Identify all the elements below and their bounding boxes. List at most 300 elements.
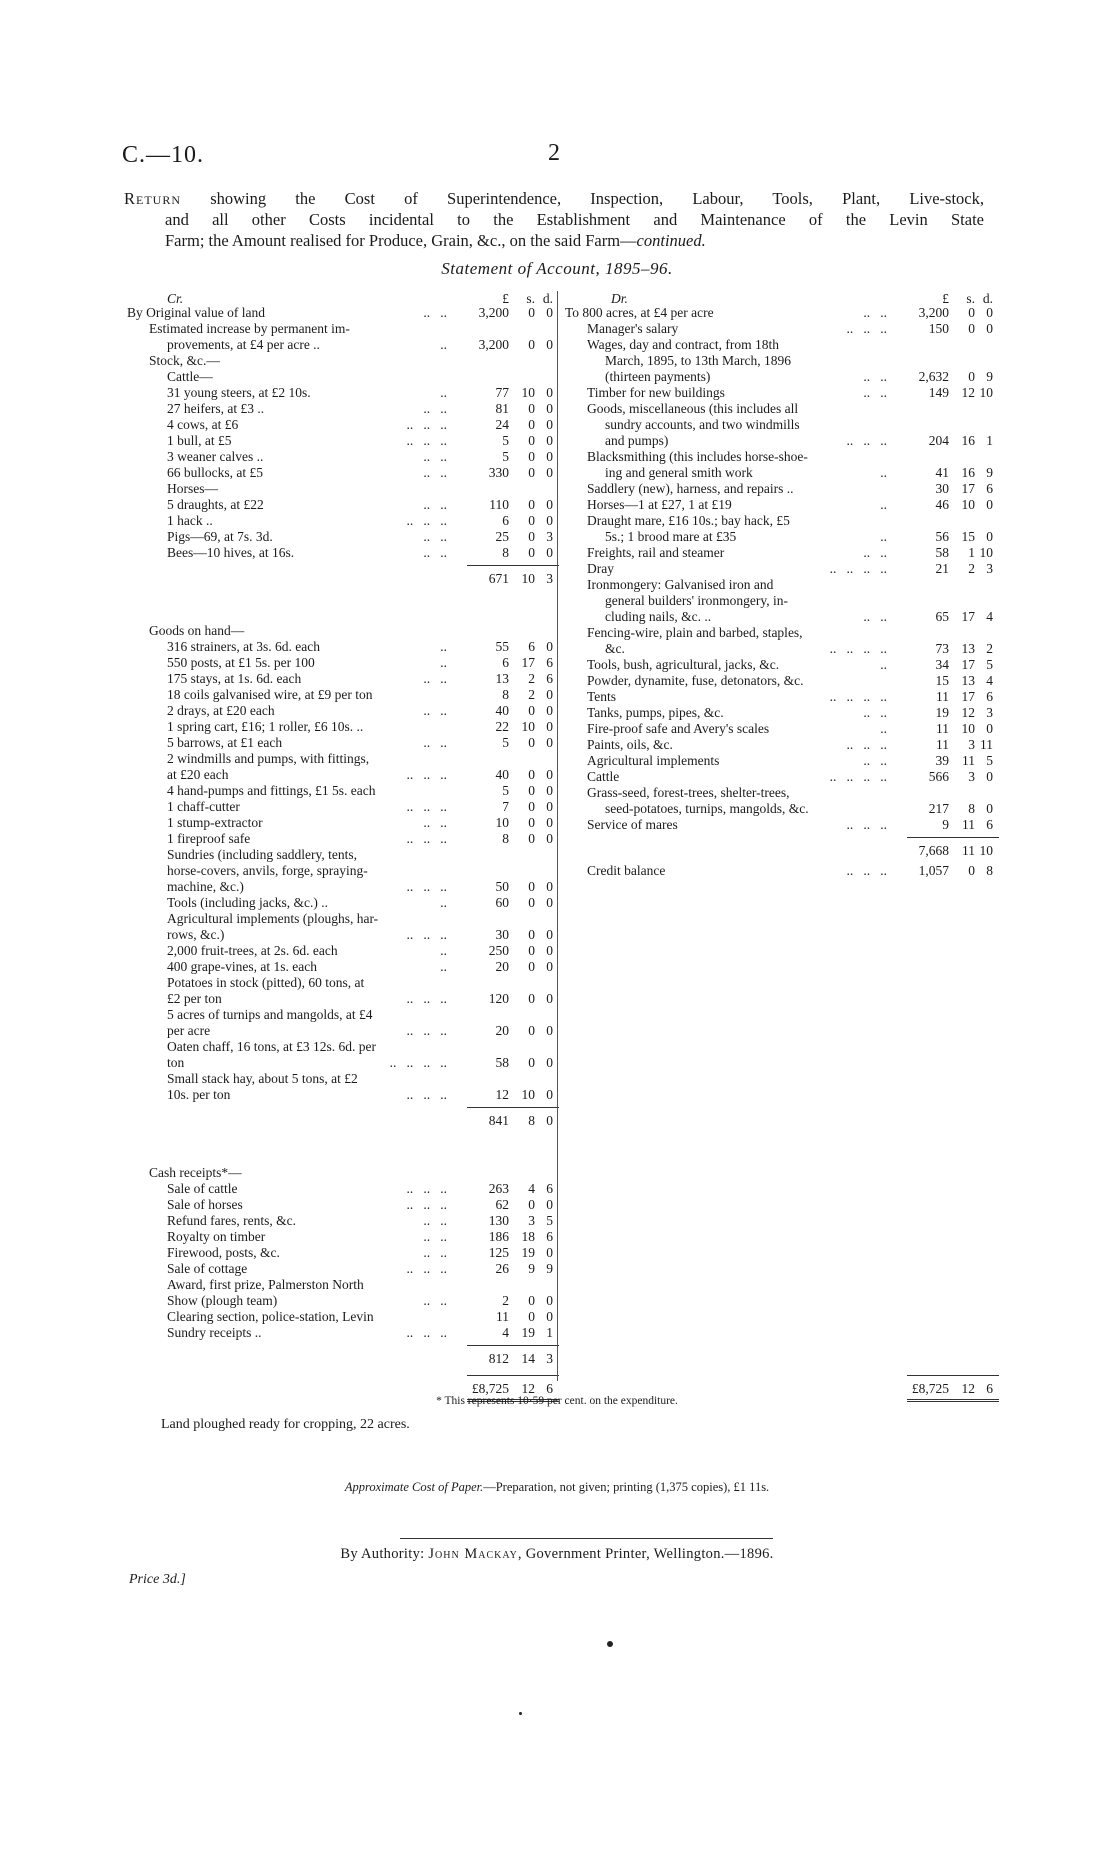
account-row [127,1293,557,1309]
leader-dots: .. .. .. [406,991,447,1006]
pounds-value: 60 [495,895,509,910]
shillings-value: 0 [528,1309,535,1324]
row-label: Horses—1 at £27, 1 at £19 [587,497,732,512]
currency-heading: £ [502,291,509,306]
pence-value: 3 [986,705,993,720]
currency-heading: d. [982,291,993,306]
account-row [127,1229,557,1245]
pounds-value: 11 [936,721,949,736]
account-row [127,513,557,529]
pounds-value: 125 [488,1245,509,1260]
pence-value: 0 [546,927,553,942]
shillings-value: 2 [528,687,535,702]
subtotal-row [127,571,557,587]
leader-dots: .. .. [423,545,447,560]
account-row [127,703,557,719]
row-label: 175 stays, at 1s. 6d. each [167,671,302,686]
pounds-value: 8 [502,545,509,560]
account-row [565,417,995,433]
account-row [565,465,995,481]
column-divider [557,291,558,1381]
pounds-value: 4 [502,1325,509,1340]
account-row [565,433,995,449]
row-label: 27 heifers, at £3 .. [167,401,265,416]
cost-text: —Preparation, not given; printing (1,375 copies), £1 11s. [483,1480,770,1494]
pence-value: 0 [546,1197,553,1212]
pence-value: 0 [546,513,553,528]
pence-value: 0 [546,1087,553,1102]
row-label: Grass-seed, forest-trees, shelter-trees, [587,785,790,800]
row-label: machine, &c.) [167,879,244,894]
pence-value: 0 [546,799,553,814]
row-label: ton [167,1055,185,1070]
shillings-value: 0 [528,513,535,528]
pounds-value: 56 [935,529,949,544]
pounds-value: 9 [942,817,949,832]
row-label: Award, first prize, Palmerston North [167,1277,364,1292]
account-row [127,799,557,815]
pence-value: 6 [546,1181,553,1196]
pounds-value: 41 [935,465,949,480]
authority-suffix: , Government Printer, Wellington.—1896. [517,1546,774,1562]
subtotal-rule [467,1345,559,1346]
account-row [565,449,995,465]
account-row [565,769,995,785]
row-label: 1 fireproof safe [167,831,251,846]
pence-value: 0 [546,497,553,512]
leader-dots: .. .. .. [406,1181,447,1196]
account-row [127,687,557,703]
pounds-value: 186 [488,1229,509,1244]
leader-dots: .. .. [423,703,447,718]
shillings-value: 0 [528,305,535,320]
pounds-value: 34 [935,657,949,672]
shillings-value: 15 [961,529,975,544]
shillings-value: 3 [968,769,975,784]
row-label: Cattle [587,769,620,784]
pounds-value: 5 [502,449,509,464]
row-label: rows, &c.) [167,927,225,942]
pounds-value: 46 [935,497,949,512]
account-row [127,1039,557,1055]
pounds-value: 81 [495,401,509,416]
account-row [127,767,557,783]
leader-dots: .. .. .. [846,321,887,336]
row-label: Dray [587,561,614,576]
account-row [127,353,557,369]
shillings-value: 12 [961,385,975,400]
pence-value: 1 [546,1325,553,1340]
row-label: Stock, &c.— [149,353,220,368]
shillings-value: 0 [528,465,535,480]
title-lead: Return [124,189,182,208]
account-row [127,1261,557,1277]
row-label: Sundries (including saddlery, tents, [167,847,357,862]
leader-dots: .. .. .. [406,1261,447,1276]
shillings-value: 0 [528,1023,535,1038]
row-label: Firewood, posts, &c. [167,1245,280,1260]
pounds-value: 30 [935,481,949,496]
row-label: Fencing-wire, plain and barbed, staples, [587,625,803,640]
subtotal-row [127,1113,557,1129]
pence-value: 6 [986,817,993,832]
pence-value: 4 [986,609,993,624]
pence-value: 0 [546,401,553,416]
leader-dots: .. .. [863,705,887,720]
pence-value: 0 [546,703,553,718]
shillings-value: 0 [968,321,975,336]
leader-dots: .. .. [423,1229,447,1244]
row-label: Sundry receipts .. [167,1325,262,1340]
leader-dots: .. .. [863,545,887,560]
pounds-value: 40 [495,703,509,718]
row-label: 2,000 fruit-trees, at 2s. 6d. each [167,943,338,958]
account-row [565,753,995,769]
shillings-value: 9 [528,1261,535,1276]
subtotal-rule [907,837,999,838]
leader-dots: .. .. [423,497,447,512]
row-label: Saddlery (new), harness, and repairs .. [587,481,794,496]
pounds-value: 20 [495,1023,509,1038]
pence-value: 5 [986,657,993,672]
shillings-value: 11 [962,843,975,858]
row-label: 1 bull, at £5 [167,433,232,448]
shillings-value: 0 [968,305,975,320]
printer-name: John Mackay [428,1546,518,1562]
pence-value: 0 [546,639,553,654]
shillings-value: 0 [528,815,535,830]
leader-dots: .. .. .. [406,1023,447,1038]
side-label: Dr. [611,291,628,306]
shillings-value: 0 [528,991,535,1006]
title-line-1-text: showing the Cost of Superintendence, Inspection, Labour, Tools, Plant, Live-stock, [210,189,984,208]
pence-value: 6 [986,1381,993,1396]
pence-value: 3 [546,529,553,544]
leader-dots: .. .. .. [406,433,447,448]
row-label: To 800 acres, at £4 per acre [565,305,714,320]
account-row [127,465,557,481]
pounds-value: 204 [928,433,949,448]
shillings-value: 0 [968,369,975,384]
pence-value: 0 [986,321,993,336]
shillings-value: 17 [961,481,975,496]
leader-dots: .. .. .. .. [829,689,887,704]
row-label: Show (plough team) [167,1293,278,1308]
shillings-value: 19 [521,1325,535,1340]
pounds-value: 39 [935,753,949,768]
shillings-value: 0 [528,927,535,942]
shillings-value: 12 [521,1381,535,1396]
shillings-value: 10 [521,385,535,400]
pounds-value: 8 [502,831,509,846]
pence-value: 0 [546,1113,553,1128]
pounds-value: 50 [495,879,509,894]
currency-heading: s. [526,291,535,306]
leader-dots: .. .. [423,735,447,750]
shillings-value: 0 [528,1055,535,1070]
row-label: 1 spring cart, £16; 1 roller, £6 10s. .. [167,719,364,734]
pence-value: 0 [546,449,553,464]
shillings-value: 0 [528,449,535,464]
pence-value: 3 [546,1351,553,1366]
row-label: Wages, day and contract, from 18th [587,337,779,352]
pounds-value: 73 [935,641,949,656]
pounds-value: 24 [495,417,509,432]
leader-dots: .. [440,943,447,958]
currency-heading: s. [966,291,975,306]
pounds-value: 566 [928,769,949,784]
shillings-value: 2 [528,671,535,686]
shillings-value: 10 [961,721,975,736]
pounds-value: 812 [488,1351,509,1366]
pence-value: 0 [546,305,553,320]
account-row [565,609,995,625]
account-row [565,673,995,689]
pence-value: 6 [986,481,993,496]
account-row [127,1087,557,1103]
row-label: at £20 each [167,767,229,782]
leader-dots: .. .. .. [406,513,447,528]
pence-value: 6 [546,671,553,686]
ink-speck [607,1641,613,1647]
pounds-value: 20 [495,959,509,974]
pounds-value: 22 [495,719,509,734]
pounds-value: 26 [495,1261,509,1276]
shillings-value: 17 [521,655,535,670]
pounds-value: 40 [495,767,509,782]
pounds-value: 6 [502,655,509,670]
row-label: per acre [167,1023,211,1038]
shillings-value: 0 [528,545,535,560]
leader-dots: .. [440,385,447,400]
pounds-value: 58 [495,1055,509,1070]
shillings-value: 0 [528,497,535,512]
pounds-value: 671 [488,571,509,586]
cost-of-paper [0,1480,1114,1495]
pounds-value: 15 [935,673,949,688]
row-label: Pigs—69, at 7s. 3d. [167,529,273,544]
pounds-value: 841 [488,1113,509,1128]
account-row [127,671,557,687]
account-row [127,639,557,655]
leader-dots: .. .. [863,753,887,768]
shillings-value: 0 [528,895,535,910]
pence-value: 0 [546,385,553,400]
pence-value: 3 [986,561,993,576]
leader-dots: .. [880,529,887,544]
pence-value: 3 [546,571,553,586]
row-label: ing and general smith work [605,465,753,480]
row-label: (thirteen payments) [605,369,711,384]
account-row [565,305,995,321]
account-row [127,481,557,497]
account-row [127,719,557,735]
account-row [565,385,995,401]
pounds-value: 58 [935,545,949,560]
page-number: 2 [548,140,560,166]
shillings-value: 6 [528,639,535,654]
pounds-value: 8 [502,687,509,702]
leader-dots: .. [880,465,887,480]
shillings-value: 0 [528,831,535,846]
account-row [127,497,557,513]
row-label: sundry accounts, and two windmills [605,417,800,432]
account-row [565,737,995,753]
pence-value: 0 [546,337,553,352]
pounds-value: 217 [928,801,949,816]
row-label: Oaten chaff, 16 tons, at £3 12s. 6d. per [167,1039,376,1054]
shillings-value: 0 [528,417,535,432]
row-label: general builders' ironmongery, in- [605,593,789,608]
account-row [127,1181,557,1197]
leader-dots: .. [880,721,887,736]
shillings-value: 0 [528,783,535,798]
row-label: 5 barrows, at £1 each [167,735,283,750]
shillings-value: 0 [528,703,535,718]
pence-value: 6 [986,689,993,704]
pence-value: 9 [986,465,993,480]
pence-value: 6 [546,1381,553,1396]
account-row [565,529,995,545]
subtotal-row [127,1351,557,1367]
row-label: 31 young steers, at £2 10s. [167,385,311,400]
shillings-value: 17 [961,609,975,624]
currency-heading: £ [942,291,949,306]
row-label: 1 hack .. [167,513,213,528]
shillings-value: 0 [528,433,535,448]
row-label: Timber for new buildings [587,385,725,400]
account-row [127,735,557,751]
row-label: Credit balance [587,863,666,878]
pounds-value: £8,725 [911,1381,949,1396]
row-label: 550 posts, at £1 5s. per 100 [167,655,315,670]
leader-dots: .. .. [423,1245,447,1260]
pence-value: 0 [986,801,993,816]
leader-dots: .. .. .. [406,1197,447,1212]
leader-dots: .. .. [423,1213,447,1228]
account-row [565,721,995,737]
pounds-value: 250 [488,943,509,958]
pence-value: 0 [986,305,993,320]
pence-value: 0 [546,783,553,798]
account-row [127,879,557,895]
row-label: seed-potatoes, turnips, mangolds, &c. [605,801,809,816]
shillings-value: 12 [961,705,975,720]
debit-column [565,291,995,1396]
pence-value: 0 [546,433,553,448]
pounds-value: 11 [496,1309,509,1324]
account-row [127,895,557,911]
pence-value: 10 [979,545,993,560]
row-label: horse-covers, anvils, forge, spraying- [167,863,368,878]
row-label: Agricultural implements (ploughs, har- [167,911,379,926]
row-label: Sale of cattle [167,1181,238,1196]
row-label: 4 cows, at £6 [167,417,239,432]
row-label: Freights, rail and steamer [587,545,725,560]
row-label: Tents [587,689,617,704]
row-label: Small stack hay, about 5 tons, at £2 [167,1071,358,1086]
leader-dots: .. .. .. [406,879,447,894]
row-label: Clearing section, police-station, Levin [167,1309,374,1324]
account-row [565,337,995,353]
pence-value: 0 [546,767,553,782]
account-row [565,577,995,593]
pence-value: 0 [546,545,553,560]
shillings-value: 13 [961,673,975,688]
pounds-value: 11 [936,689,949,704]
account-row [127,369,557,385]
account-row [127,943,557,959]
credit-column [127,291,557,1396]
account-row [565,705,995,721]
pence-value: 0 [546,895,553,910]
pounds-value: 330 [488,465,509,480]
leader-dots: .. .. .. .. [829,561,887,576]
footnote: * This represents 10·59 per cent. on the expenditure. [436,1395,678,1407]
row-label: Fire-proof safe and Avery's scales [587,721,770,736]
row-label: 5 draughts, at £22 [167,497,264,512]
account-row [127,1055,557,1071]
pounds-value: 110 [489,497,509,512]
subtotal-rule [467,1375,559,1376]
pence-value: 0 [546,687,553,702]
shillings-value: 4 [528,1181,535,1196]
pounds-value: 3,200 [918,305,949,320]
pounds-value: 11 [936,737,949,752]
shillings-value: 0 [528,1197,535,1212]
row-label: Manager's salary [587,321,679,336]
leader-dots: .. [880,657,887,672]
statement-title: Statement of Account, 1895–96. [441,259,673,278]
cost-label: Approximate Cost of Paper. [344,1480,484,1494]
leader-dots: .. .. [423,815,447,830]
account-row [565,513,995,529]
row-label: 316 strainers, at 3s. 6d. each [167,639,320,654]
leader-dots: .. .. .. [406,831,447,846]
row-label: Service of mares [587,817,678,832]
shillings-value: 10 [961,497,975,512]
shillings-value: 16 [961,433,975,448]
pounds-value: 263 [488,1181,509,1196]
shillings-value: 13 [961,641,975,656]
shillings-value: 0 [528,943,535,958]
account-row [127,337,557,353]
pence-value: 0 [546,943,553,958]
row-label: Tanks, pumps, pipes, &c. [587,705,724,720]
account-row [565,353,995,369]
pence-value: 6 [546,655,553,670]
account-row [565,817,995,833]
pounds-value: 150 [928,321,949,336]
shillings-value: 0 [528,529,535,544]
shillings-value: 8 [968,801,975,816]
return-title [124,188,984,251]
pounds-value: 55 [495,639,509,654]
pounds-value: 6 [502,513,509,528]
pence-value: 0 [986,529,993,544]
row-label: Blacksmithing (this includes horse-shoe- [587,449,808,464]
title-line-2: and all other Costs incidental to the Establishment and Maintenance of the Levin State [165,210,984,229]
account-row [127,863,557,879]
account-row [127,1197,557,1213]
pence-value: 0 [546,1023,553,1038]
pounds-value: 7,668 [918,843,949,858]
account-row [565,369,995,385]
account-row [127,1165,557,1181]
account-row [127,449,557,465]
pence-value: 0 [546,831,553,846]
pence-value: 0 [986,721,993,736]
